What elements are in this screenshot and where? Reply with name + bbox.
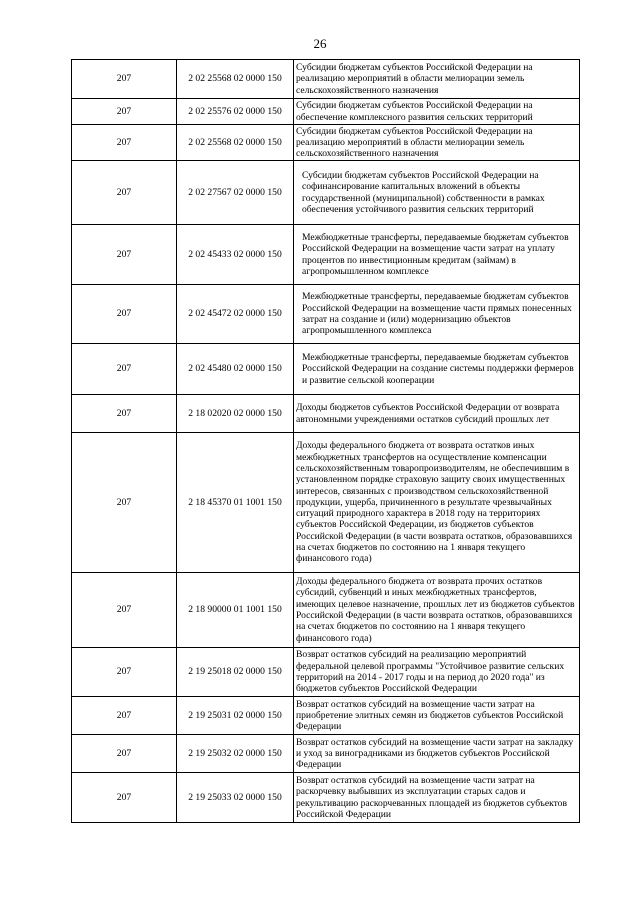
revenue-name-cell: Межбюджетные трансферты, передаваемые бюджетам субъектов Российской Федерации на возмещение части затрат на уплату процентов по инвестиционным кредитам (займам) в агропромышленном комплексе [294,225,580,285]
revenue-name-cell: Субсидии бюджетам субъектов Российской Федерации на софинансирование капитальных вложений в объекты государственной (муниципальной) собственности в рамках обеспечения устойчивого развития сельских территорий [294,161,580,225]
revenue-name-cell: Субсидии бюджетам субъектов Российской Федерации на реализацию мероприятий в области мелиорации земель сельскохозяйственного назначения [294,60,580,99]
table-row [72,99,580,125]
budget-code-cell: 2 02 25568 02 0000 150 [177,125,294,161]
budget-classification-table [71,59,580,823]
admin-code-cell: 207 [72,648,177,697]
budget-code-cell: 2 02 25568 02 0000 150 [177,60,294,99]
budget-code-cell: 2 18 02020 02 0000 150 [177,395,294,433]
table-row [72,433,580,573]
revenue-name-cell: Субсидии бюджетам субъектов Российской Федерации на обеспечение комплексного развития сельских территорий [294,99,580,125]
budget-code-cell: 2 02 27567 02 0000 150 [177,161,294,225]
admin-code-cell: 207 [72,773,177,823]
admin-code-cell: 207 [72,395,177,433]
revenue-name-cell: Возврат остатков субсидий на возмещение части затрат на приобретение элитных семян из бюджетов субъектов Российской Федерации [294,697,580,735]
revenue-name-cell: Возврат остатков субсидий на возмещение части затрат на закладку и уход за виноградниками из бюджетов субъектов Российской Федерации [294,735,580,773]
revenue-name-cell: Межбюджетные трансферты, передаваемые бюджетам субъектов Российской Федерации на создание системы поддержки фермеров и развитие сельской кооперации [294,344,580,395]
table-row [72,648,580,697]
budget-code-cell: 2 02 45480 02 0000 150 [177,344,294,395]
admin-code-cell: 207 [72,99,177,125]
revenue-name-cell: Субсидии бюджетам субъектов Российской Федерации на реализацию мероприятий в области мелиорации земель сельскохозяйственного назначения [294,125,580,161]
table-row [72,285,580,344]
table-row [72,735,580,773]
revenue-name-cell: Доходы федерального бюджета от возврата остатков иных межбюджетных трансфертов на осуществление компенсации сельскохозяйственным товаропроизводителям, не обеспечившим в установленном порядке страховую защиту своих имущественных интересов, связанных с производством сельскохозяйственной продукции, ущерба, причиненного в результате чрезвычайных ситуаций природного характера в 2018 году на территориях субъектов Российской Федерации, из бюджетов субъектов Российской Федерации (в части возврата остатков, образовавшихся на счетах бюджетов по состоянию на 1 января текущего финансового года) [294,433,580,573]
budget-code-cell: 2 19 25032 02 0000 150 [177,735,294,773]
admin-code-cell: 207 [72,60,177,99]
table-row [72,697,580,735]
admin-code-cell: 207 [72,433,177,573]
revenue-name-cell: Возврат остатков субсидий на реализацию мероприятий федеральной целевой программы "Устойчивое развитие сельских территорий на 2014 - 2017 годы и на период до 2020 года" из бюджетов субъектов Российской Федерации [294,648,580,697]
admin-code-cell: 207 [72,225,177,285]
admin-code-cell: 207 [72,573,177,648]
budget-code-cell: 2 02 45472 02 0000 150 [177,285,294,344]
revenue-name-cell: Межбюджетные трансферты, передаваемые бюджетам субъектов Российской Федерации на возмещение части прямых понесенных затрат на создание и (или) модернизацию объектов агропромышленного комплекса [294,285,580,344]
page-number: 26 [313,36,327,51]
admin-code-cell: 207 [72,161,177,225]
table-row [72,773,580,823]
admin-code-cell: 207 [72,697,177,735]
budget-code-cell: 2 18 45370 01 1001 150 [177,433,294,573]
table-row [72,60,580,99]
budget-code-cell: 2 02 45433 02 0000 150 [177,225,294,285]
admin-code-cell: 207 [72,125,177,161]
admin-code-cell: 207 [72,344,177,395]
table-row [72,573,580,648]
table-row [72,125,580,161]
revenue-name-cell: Доходы бюджетов субъектов Российской Федерации от возврата автономными учреждениями остатков субсидий прошлых лет [294,395,580,433]
table-row [72,395,580,433]
budget-code-cell: 2 02 25576 02 0000 150 [177,99,294,125]
budget-code-cell: 2 18 90000 01 1001 150 [177,573,294,648]
table-row [72,161,580,225]
admin-code-cell: 207 [72,735,177,773]
budget-code-cell: 2 19 25033 02 0000 150 [177,773,294,823]
budget-code-cell: 2 19 25018 02 0000 150 [177,648,294,697]
budget-code-cell: 2 19 25031 02 0000 150 [177,697,294,735]
revenue-name-cell: Возврат остатков субсидий на возмещение части затрат на раскорчевку выбывших из эксплуатации старых садов и рекультивацию раскорчеванных площадей из бюджетов субъектов Российской Федерации [294,773,580,823]
revenue-name-cell: Доходы федерального бюджета от возврата прочих остатков субсидий, субвенций и иных межбюджетных трансфертов, имеющих целевое назначение, прошлых лет из бюджетов субъектов Российской Федерации (в части возврата остатков, образовавшихся на счетах бюджетов по состоянию на 1 января текущего финансового года) [294,573,580,648]
table-row [72,344,580,395]
admin-code-cell: 207 [72,285,177,344]
table-row [72,225,580,285]
